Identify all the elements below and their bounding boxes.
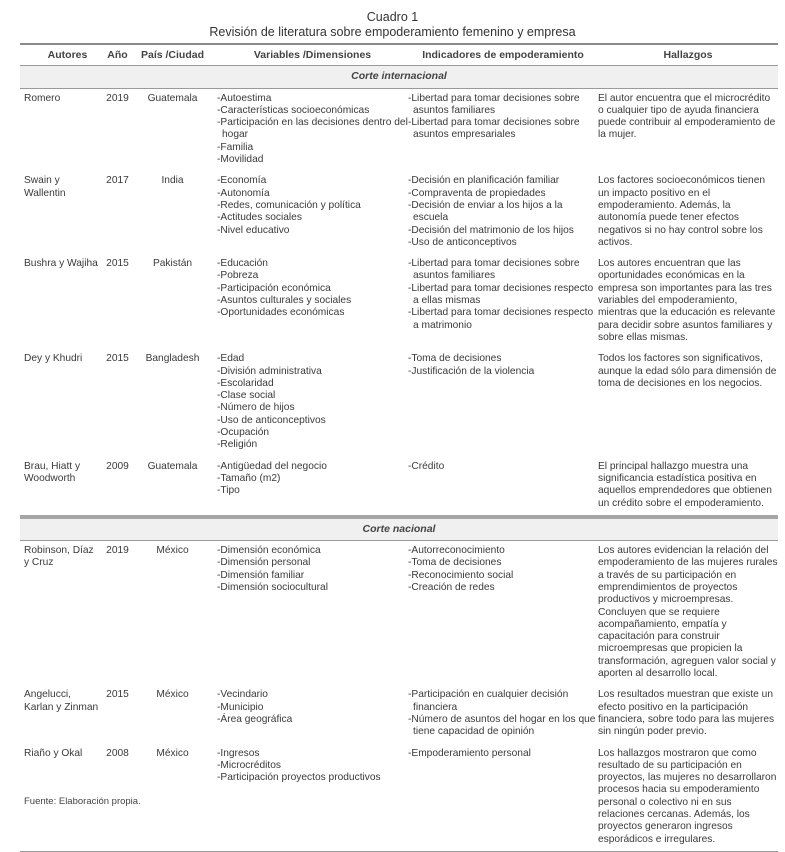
variable-item: -Participación en las decisiones dentro del hogar: [217, 117, 408, 141]
table-row: [20, 88, 778, 171]
variable-item: -Religión: [217, 439, 258, 451]
variable-item: -Familia: [217, 141, 254, 153]
table-row: [20, 685, 778, 743]
cell-year: 2008: [101, 744, 134, 852]
variable-item: -Participación económica: [217, 282, 331, 294]
variable-item: -Microcréditos: [217, 759, 281, 771]
variable-item: -Tamaño (m2): [217, 472, 281, 484]
indicator-item: -Empoderamiento personal: [408, 747, 531, 759]
indicator-item: -Libertad para tomar decisiones sobre asuntos empresariales: [408, 117, 580, 141]
cell-indicators: [408, 541, 598, 686]
cell-authors: Swain y Wallentin: [24, 175, 66, 199]
cell-variables: [211, 457, 408, 517]
variable-item: -Clase social: [217, 390, 276, 402]
section-header-row: [20, 517, 778, 541]
indicator-item: -Libertad para tomar decisiones sobre asuntos familiares: [408, 92, 580, 116]
variable-item: -Pobreza: [217, 270, 259, 282]
cell-indicators: [408, 349, 598, 456]
header-row: [20, 44, 778, 66]
indicator-item: -Número de asuntos del hogar en los que tiene capacidad de opinión: [408, 713, 596, 738]
section-header-row: [20, 66, 778, 88]
cell-findings: Los autores evidencian la relación del empoderamiento de las mujeres rurales a través de su participación en emprendimientos de proyectos productivos y microempresas. Concluyen que se requiere acompañamiento, empatía y capacitación para construir microempresas que propicien la transformación, agreguen valor social y aporten al desarrollo local.: [598, 545, 778, 680]
cell-year: 2015: [106, 689, 129, 701]
variable-item: -Dimensión sociocultural: [217, 581, 328, 593]
cell-year: 2019: [106, 545, 129, 557]
variable-item: -Autonomía: [217, 187, 270, 199]
cell-year: 2009: [106, 460, 129, 472]
header-authors: Autores: [20, 44, 101, 66]
cell-authors: Angelucci, Karlan y Zinman: [24, 689, 99, 713]
section-title: Corte nacional: [20, 517, 778, 541]
variable-item: -Oportunidades económicas: [217, 307, 345, 319]
indicator-item: -Toma de decisiones: [408, 353, 502, 365]
variable-item: -Educación: [217, 258, 268, 270]
header-findings: Hallazgos: [598, 44, 778, 66]
table-row: [20, 457, 778, 517]
indicator-item: -Decisión del matrimonio de los hijos: [408, 224, 574, 236]
variable-item: -Ingresos: [217, 747, 260, 759]
indicator-item: -Justificación de la violencia: [408, 365, 535, 377]
cell-authors: Robinson, Díaz y Cruz: [24, 545, 94, 569]
table-number: Cuadro 1: [366, 10, 419, 24]
indicator-item: -Compraventa de propiedades: [408, 187, 546, 199]
variable-item: -Economía: [217, 175, 267, 187]
cell-country: México: [156, 689, 189, 701]
variable-item: -Municipio: [217, 701, 264, 713]
variable-item: -División administrativa: [217, 365, 322, 377]
cell-findings: Los hallazgos mostraron que como resultado de su participación en proyectos, las mujeres no desarrollaron procesos hacia su empoderamiento personal o colectivo ni en sus relaciones cercanas. Además, los proyectos generaron ingresos esporádicos e irregulares.: [598, 744, 778, 852]
cell-year: 2015: [106, 353, 129, 365]
cell-indicators: [408, 254, 598, 349]
cell-country: Guatemala: [147, 460, 198, 472]
cell-country: Pakistán: [152, 258, 193, 270]
variable-item: -Ocupación: [217, 427, 270, 439]
cell-country: Guatemala: [147, 92, 198, 104]
variable-item: -Área geográfica: [217, 713, 293, 725]
section-title: Corte internacional: [20, 66, 778, 88]
indicator-item: -Autorreconocimiento: [408, 545, 505, 557]
variable-item: -Dimensión familiar: [217, 569, 305, 581]
variable-item: -Dimensión personal: [217, 557, 311, 569]
variable-item: -Antigüedad del negocio: [217, 460, 327, 472]
variable-item: -Escolaridad: [217, 377, 274, 389]
source-note: Fuente: Elaboración propia.: [24, 796, 141, 807]
header-indicators: Indicadores de empoderamiento: [408, 44, 598, 66]
variable-item: -Tipo: [217, 485, 240, 497]
cell-authors: Dey y Khudri: [24, 353, 83, 365]
cell-variables: [211, 171, 408, 254]
cell-year: 2019: [106, 92, 129, 104]
table-title: Revisión de literatura sobre empoderamiento femenino y empresa: [209, 25, 576, 39]
cell-country: México: [134, 744, 211, 852]
variable-item: -Número de hijos: [217, 402, 295, 414]
variable-item: -Vecindario: [217, 689, 268, 701]
variable-item: -Características socioeconómicas: [217, 104, 370, 116]
cell-authors: Romero: [24, 92, 61, 104]
variable-item: -Nivel educativo: [217, 224, 290, 236]
indicator-item: -Decisión de enviar a los hijos a la escuela: [408, 199, 563, 224]
indicator-item: -Creación de redes: [408, 581, 495, 593]
indicator-item: -Participación en cualquier decisión financiera: [408, 689, 569, 713]
cell-indicators: [408, 685, 598, 743]
table-row: [20, 254, 778, 349]
cell-variables: [211, 685, 408, 743]
cell-country: India: [161, 175, 184, 187]
variable-item: -Autoestima: [217, 92, 272, 104]
variable-item: -Asuntos culturales y sociales: [217, 295, 352, 307]
variable-item: -Movilidad: [217, 154, 264, 166]
indicator-item: -Uso de anticonceptivos: [408, 236, 517, 248]
indicator-item: -Crédito: [408, 460, 445, 472]
cell-year: 2017: [106, 175, 129, 187]
header-country: País /Ciudad: [134, 44, 211, 66]
table-row: [20, 349, 778, 456]
cell-findings: Los factores socioeconómicos tienen un impacto positivo en el empoderamiento. Además, la autonomía puede tener efectos negativos si no hay control sobre los activos.: [598, 175, 766, 248]
header-variables: Variables /Dimensiones: [211, 44, 408, 66]
indicator-item: -Libertad para tomar decisiones respecto a ellas mismas: [408, 282, 594, 307]
cell-authors: Riaño y Okal: [20, 744, 101, 852]
indicator-item: -Toma de decisiones: [408, 557, 502, 569]
header-year: Año: [101, 44, 134, 66]
indicator-item: -Decisión en planificación familiar: [408, 175, 560, 187]
cell-indicators: [408, 457, 598, 517]
cell-findings: Todos los factores son significativos, aunque la edad sólo para dimensión de toma de decisiones en los negocios.: [598, 353, 777, 389]
cell-findings: El autor encuentra que el microcrédito o cualquier tipo de ayuda financiera puede contribuir al empoderamiento de la mujer.: [598, 92, 776, 141]
table-row: [20, 171, 778, 254]
cell-authors: Bushra y Wajiha: [24, 258, 98, 270]
variable-item: -Participación proyectos productivos: [217, 772, 381, 784]
variable-item: -Edad: [217, 353, 245, 365]
cell-findings: Los resultados muestran que existe un efecto positivo en la participación financiera, sobre todo para las mujeres sin ningún poder previo.: [598, 689, 775, 738]
cell-variables: [211, 744, 408, 852]
cell-year: 2015: [106, 258, 129, 270]
cell-variables: [211, 541, 408, 686]
cell-variables: [211, 88, 408, 171]
cell-country: Bangladesh: [145, 353, 200, 365]
cell-country: México: [156, 545, 189, 557]
variable-item: -Dimensión económica: [217, 545, 321, 557]
cell-indicators: [408, 171, 598, 254]
variable-item: -Actitudes sociales: [217, 212, 302, 224]
cell-indicators: [408, 88, 598, 171]
indicator-item: -Libertad para tomar decisiones sobre asuntos familiares: [408, 258, 580, 282]
table-row: [20, 541, 778, 686]
indicator-item: -Reconocimiento social: [408, 569, 514, 581]
cell-authors: Brau, Hiatt y Woodworth: [24, 460, 81, 484]
variable-item: -Uso de anticonceptivos: [217, 414, 326, 426]
indicator-item: -Libertad para tomar decisiones respecto a matrimonio: [408, 307, 594, 331]
cell-indicators: [408, 744, 598, 852]
cell-findings: El principal hallazgo muestra una significancia estadística positiva en aquellos emprendedores que obtienen un crédito sobre el empoderamiento.: [598, 460, 772, 509]
variable-item: -Redes, comunicación y política: [217, 199, 361, 211]
cell-variables: [211, 349, 408, 456]
cell-variables: [211, 254, 408, 349]
cell-findings: Los autores encuentran que las oportunidades económicas en la empresa son importantes para las tres variables del empoderamiento, mientras que la educación es relevante para decidir sobre asuntos familiares y sobre ellas mismas.: [598, 258, 776, 343]
literature-review-table: [20, 43, 778, 852]
